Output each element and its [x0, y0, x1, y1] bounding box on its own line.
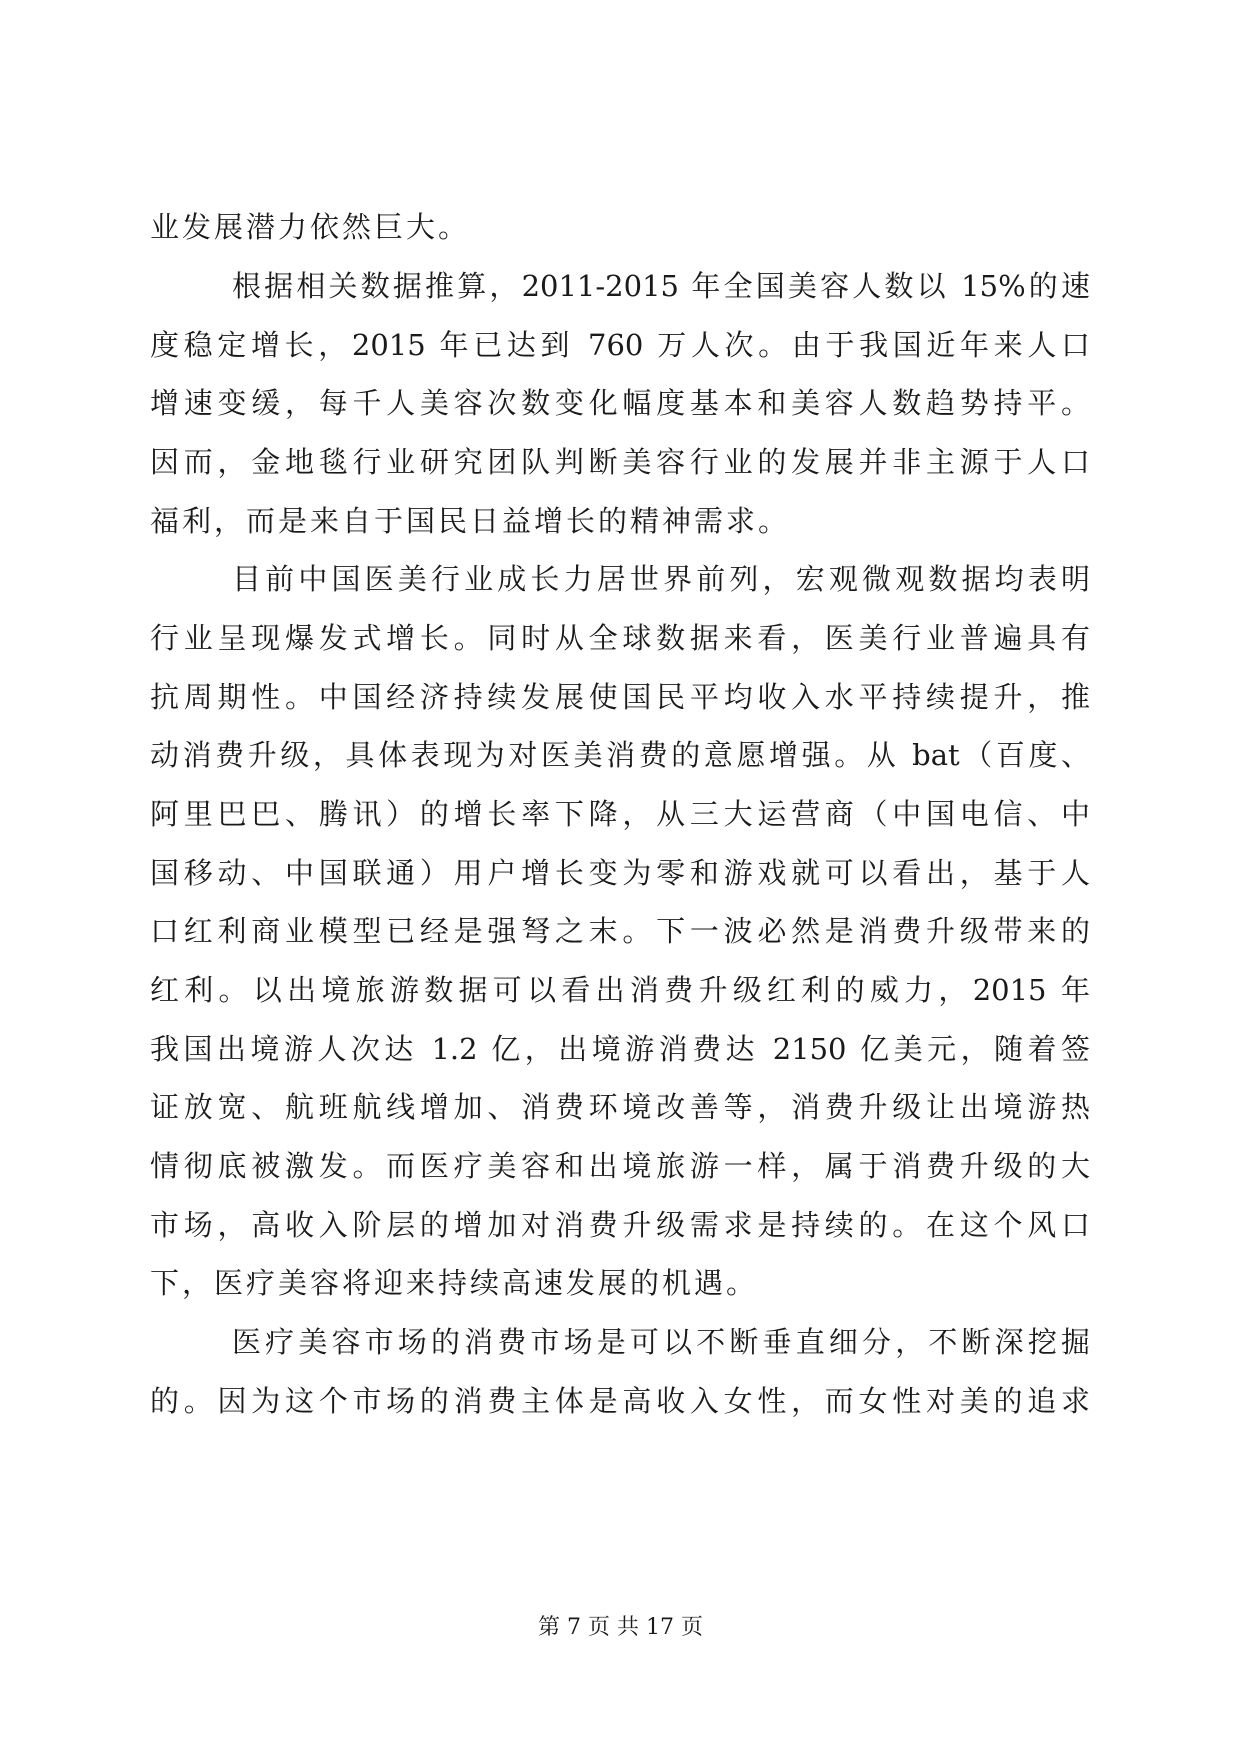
text-line: 行业呈现爆发式增长。同时从全球数据来看，医美行业普遍具有: [150, 621, 1090, 655]
text-line: 下，医疗美容将迎来持续高速发展的机遇。: [150, 1266, 759, 1300]
text-line: 我国出境游人次达 1.2 亿，出境游消费达 2150 亿美元，随着签: [150, 1032, 1090, 1066]
text-line: 抗周期性。中国经济持续发展使国民平均收入水平持续提升，推: [150, 680, 1090, 714]
paragraph-first-line: 医疗美容市场的消费市场是可以不断垂直细分，不断深挖掘: [232, 1325, 1090, 1359]
text-line: 国移动、中国联通）用户增长变为零和游戏就可以看出，基于人: [150, 856, 1090, 890]
text-line: 业发展潜力依然巨大。: [150, 210, 471, 244]
text-line: 红利。以出境旅游数据可以看出消费升级红利的威力，2015 年: [150, 973, 1090, 1007]
text-line: 市场，高收入阶层的增加对消费升级需求是持续的。在这个风口: [150, 1208, 1090, 1242]
text-line: 动消费升级，具体表现为对医美消费的意愿增强。从 bat（百度、: [150, 738, 1090, 772]
text-line: 福利，而是来自于国民日益增长的精神需求。: [150, 504, 791, 538]
text-line: 的。因为这个市场的消费主体是高收入女性，而女性对美的追求: [150, 1384, 1090, 1418]
page-number-footer: 第 7 页 共 17 页: [538, 1615, 703, 1640]
paragraph-first-line: 根据相关数据推算，2011-2015 年全国美容人数以 15%的速: [232, 269, 1090, 303]
text-line: 阿里巴巴、腾讯）的增长率下降，从三大运营商（中国电信、中: [150, 797, 1090, 831]
text-line: 度稳定增长，2015 年已达到 760 万人次。由于我国近年来人口: [150, 328, 1090, 362]
text-line: 因而，金地毯行业研究团队判断美容行业的发展并非主源于人口: [150, 445, 1090, 479]
text-line: 口红利商业模型已经是强弩之末。下一波必然是消费升级带来的: [150, 914, 1090, 948]
text-line: 证放宽、航班航线增加、消费环境改善等，消费升级让出境游热: [150, 1090, 1090, 1124]
paragraph-first-line: 目前中国医美行业成长力居世界前列，宏观微观数据均表明: [232, 562, 1090, 596]
text-line: 增速变缓，每千人美容次数变化幅度基本和美容人数趋势持平。: [150, 386, 1090, 420]
text-line: 情彻底被激发。而医疗美容和出境旅游一样，属于消费升级的大: [150, 1149, 1090, 1183]
